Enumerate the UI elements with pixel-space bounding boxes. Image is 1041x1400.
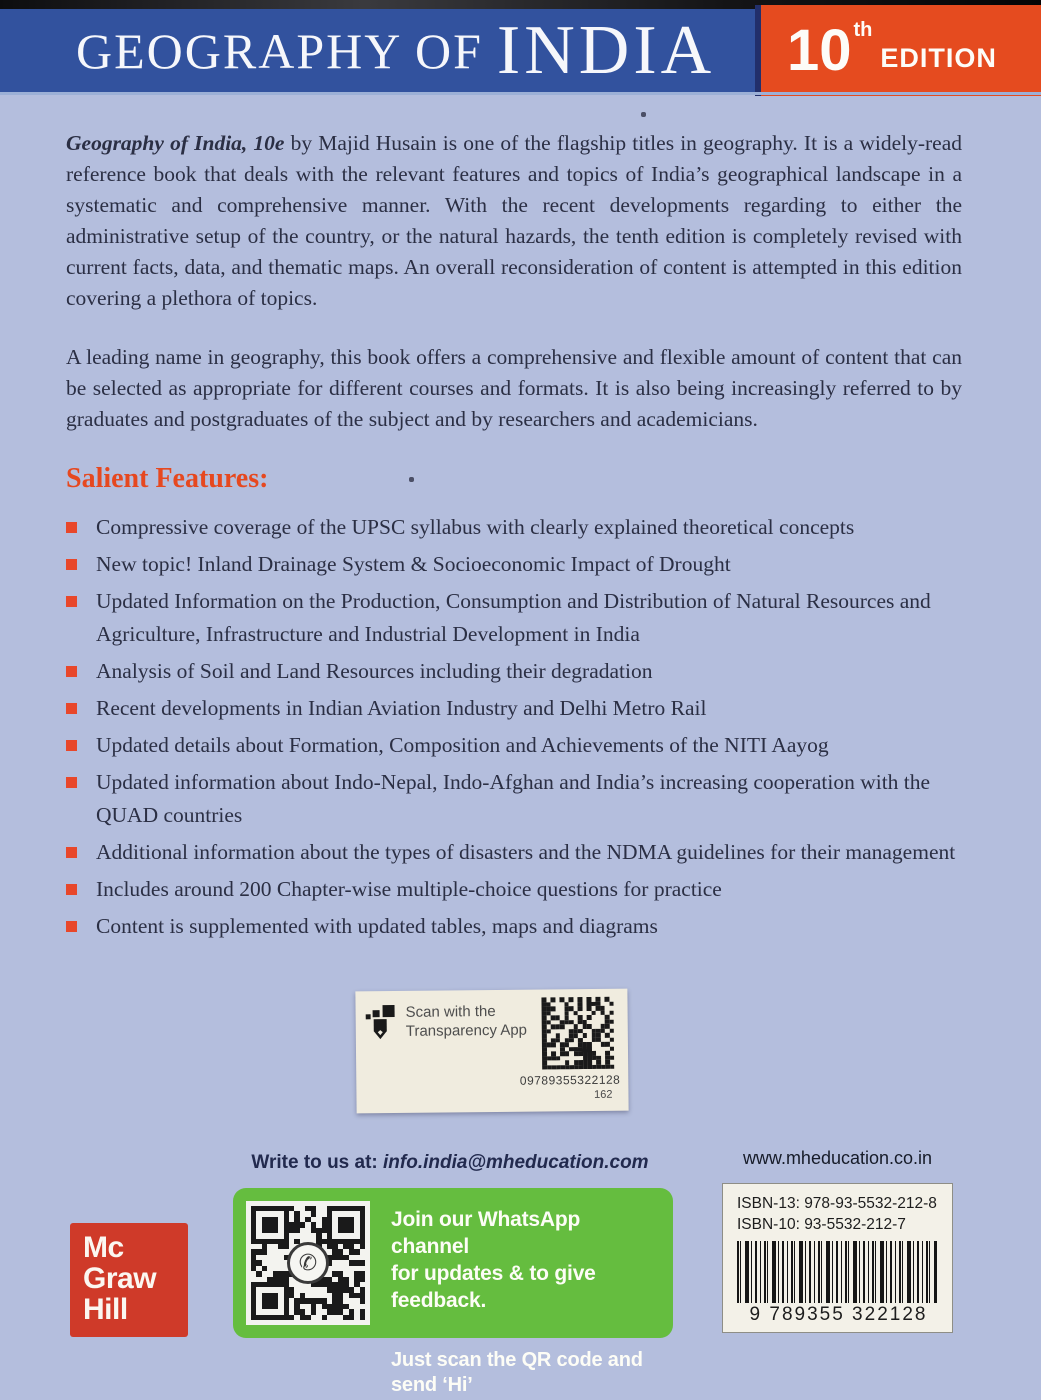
bullet-icon xyxy=(66,884,77,895)
transparency-logo-icon xyxy=(365,1003,397,1041)
publisher-website: www.mheducation.co.in xyxy=(742,1148,933,1168)
isbn-13: ISBN-13: 978-93-5532-212-8 xyxy=(737,1195,937,1212)
whatsapp-line3-text: Just scan the QR code and send xyxy=(391,1349,643,1396)
book-title xyxy=(76,9,715,92)
feature-item xyxy=(66,585,962,651)
feature-text: Updated details about Formation, Composition and Achievements of the NITI Aayog xyxy=(96,733,829,757)
edition-number: 10 xyxy=(787,17,852,83)
whatsapp-banner-text xyxy=(391,1206,661,1398)
feature-text: Compressive coverage of the UPSC syllabus with clearly explained theoretical concepts xyxy=(96,515,855,539)
feature-text: Updated information about Indo-Nepal, Indo-Afghan and India’s increasing cooperation with the QUAD countries xyxy=(96,770,931,827)
feature-item xyxy=(66,910,962,943)
logo-line-graw: Graw xyxy=(83,1262,157,1295)
bullet-icon xyxy=(66,777,77,788)
isbn-barcode-box xyxy=(722,1183,953,1333)
feature-text: Additional information about the types of disasters and the NDMA guidelines for their management xyxy=(96,840,956,864)
edition-word: EDITION xyxy=(880,43,997,73)
feature-item xyxy=(66,511,962,544)
whatsapp-qr-code xyxy=(246,1201,370,1325)
transparency-sticker xyxy=(355,989,628,1114)
bullet-icon xyxy=(66,666,77,677)
back-cover-copy xyxy=(66,128,962,947)
contact-email: info.india@mheducation.com xyxy=(383,1152,649,1173)
datamatrix-icon xyxy=(541,997,614,1070)
bullet-icon xyxy=(66,740,77,751)
feature-text: Content is supplemented with updated tables, maps and diagrams xyxy=(96,914,658,938)
logo-line-mc: Mc xyxy=(83,1231,124,1264)
ean-barcode-icon xyxy=(737,1241,937,1303)
write-to-us-label: Write to us at: xyxy=(251,1152,378,1173)
feature-item xyxy=(66,729,962,762)
feature-text: Analysis of Soil and Land Resources including their degradation xyxy=(96,659,653,683)
intro-paragraph-1-text: by Majid Husain is one of the flagship titles in geography. It is a widely-read reference book that deals with the relevant features and topics of India’s geographical landscape in a systematic and comprehensive manner. With the recent developments regarding to either the administrative setup of the country, or the natural hazards, the tenth edition is completely revised with current facts, data, and thematic maps. An overall reconsideration of content is attempted in this edition covering a plethora of topics. xyxy=(66,131,963,310)
salient-features-heading: Salient Features: xyxy=(66,463,269,494)
header-bar xyxy=(0,9,1041,92)
book-title-inline: Geography of India, 10e xyxy=(66,131,285,155)
feature-item xyxy=(66,836,962,869)
write-to-us-line xyxy=(230,1152,670,1174)
isbn-10: ISBN-10: 93-5532-212-7 xyxy=(737,1216,906,1233)
edition-ordinal: th xyxy=(853,19,873,41)
sticker-caption xyxy=(405,1002,527,1041)
whatsapp-phone-icon: ✆ xyxy=(287,1242,329,1284)
feature-item xyxy=(66,873,962,906)
transparency-sticker-left xyxy=(365,1002,527,1042)
bullet-icon xyxy=(66,522,77,533)
title-india: INDIA xyxy=(496,11,716,89)
feature-text: Includes around 200 Chapter-wise multiple-choice questions for practice xyxy=(96,877,722,901)
feature-item xyxy=(66,548,962,581)
whatsapp-line3 xyxy=(391,1348,661,1398)
feature-item xyxy=(66,655,962,688)
datamatrix-code xyxy=(541,997,614,1070)
intro-paragraph-2: A leading name in geography, this book offers a comprehensive and flexible amount of content that can be selected as appropriate for different courses and formats. It is also being increasingly referred to by graduates and postgraduates of the subject and by researchers and academicians. xyxy=(66,345,962,431)
sticker-small-number: 162 xyxy=(594,1088,613,1101)
feature-item xyxy=(66,766,962,832)
intro-paragraph-1 xyxy=(66,128,962,314)
whatsapp-banner xyxy=(233,1188,673,1396)
feature-text: New topic! Inland Drainage System & Socioeconomic Impact of Drought xyxy=(96,552,731,576)
whatsapp-line2: for updates & to give feedback. xyxy=(391,1262,596,1312)
code-module xyxy=(360,1315,365,1320)
salient-features-list xyxy=(66,511,962,943)
sticker-caption-line2: Transparency App xyxy=(405,1021,528,1040)
scan-speck xyxy=(409,477,414,482)
bullet-icon xyxy=(66,559,77,570)
edition-badge xyxy=(755,5,1041,96)
bullet-icon xyxy=(66,596,77,607)
feature-text: Recent developments in Indian Aviation Industry and Delhi Metro Rail xyxy=(96,696,707,720)
bullet-icon xyxy=(66,703,77,714)
whatsapp-line1: Join our WhatsApp channel xyxy=(391,1208,581,1258)
feature-text: Updated Information on the Production, Consumption and Distribution of Natural Resources and Agriculture, Infrastructure and Industrial Development in India xyxy=(96,589,931,646)
mcgraw-hill-logo xyxy=(70,1223,188,1337)
bullet-icon xyxy=(66,847,77,858)
barcode-digits: 9 789355 322128 xyxy=(749,1304,928,1325)
logo-line-hill: Hill xyxy=(83,1293,128,1326)
whatsapp-line3-hi: ‘Hi’ xyxy=(442,1374,473,1396)
sticker-caption-line1: Scan with the xyxy=(405,1002,496,1021)
sticker-code-number: 09789355322128 xyxy=(519,1072,621,1088)
scan-speck xyxy=(641,112,646,117)
code-module xyxy=(610,1064,615,1069)
title-geography-of: GEOGRAPHY OF xyxy=(76,22,483,79)
feature-item xyxy=(66,692,962,725)
bullet-icon xyxy=(66,921,77,932)
